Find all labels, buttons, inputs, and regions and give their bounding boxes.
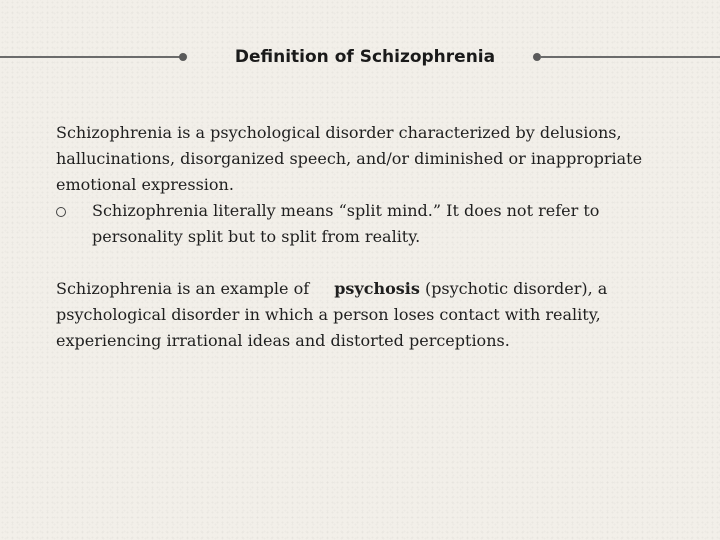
definition-term: Schizophrenia [56,123,173,142]
title-rule-left [0,56,180,58]
psychosis-term: psychosis [334,279,420,298]
bullet-text: Schizophrenia literally means “split mind.” It does not refer to personality split but to split from reality. [92,201,600,246]
title-bar [0,40,720,74]
hollow-circle-bullet-icon [56,207,66,217]
title-rule-right [540,56,720,58]
slide-content [56,120,676,354]
definition-paragraph [56,120,676,198]
psychosis-lead: Schizophrenia is an example of [56,279,315,298]
definition-text: is a psychological disorder characterized by delusions, hallucinations, disorganized speech, and/or diminished or inappropriate emotional expression. [56,123,643,194]
psychosis-paragraph [56,276,676,354]
psychosis-text: (psychotic disorder), a psychological disorder in which a person loses contact with reality, experiencing irrational ideas and distorted perceptions. [56,279,608,350]
bullet-item [56,198,676,250]
slide-title: Definition of Schizophrenia [234,47,496,67]
title-rule-dot-left [179,53,187,61]
